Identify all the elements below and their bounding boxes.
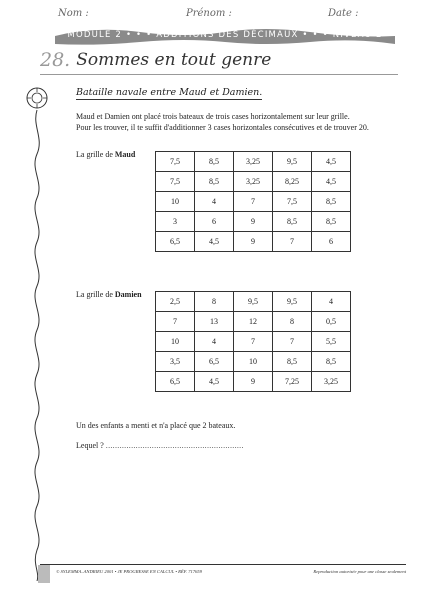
grid-cell: 9 (234, 212, 273, 232)
grid-cell: 0,5 (312, 312, 351, 332)
exercise-subtitle: Bataille navale entre Maud et Damien. (76, 87, 263, 98)
grid-cell: 3,25 (234, 152, 273, 172)
grid-cell: 3,25 (234, 172, 273, 192)
lesson-title-row (40, 48, 271, 72)
grid-row (156, 292, 351, 312)
maud-grid-label (76, 150, 135, 159)
grid-cell: 7,5 (156, 152, 195, 172)
decorative-wavy-border (22, 86, 52, 581)
grid-label-prefix: La grille de (76, 150, 113, 159)
nom-field: Nom : (58, 8, 89, 19)
grid-cell: 8,5 (273, 352, 312, 372)
damien-grid-label (76, 290, 142, 299)
grid-row (156, 192, 351, 212)
grid-cell: 9 (234, 232, 273, 252)
grid-cell: 6 (312, 232, 351, 252)
maud-grid (155, 151, 351, 252)
grid-row (156, 212, 351, 232)
grid-cell: 10 (234, 352, 273, 372)
grid-cell: 13 (195, 312, 234, 332)
grid-cell: 4,5 (312, 152, 351, 172)
grid-row (156, 352, 351, 372)
grid-cell: 9,5 (234, 292, 273, 312)
grid-row (156, 372, 351, 392)
grid-cell: 8,25 (273, 172, 312, 192)
grid-cell: 8,5 (273, 212, 312, 232)
grid-cell: 8,5 (195, 152, 234, 172)
grid-cell: 7 (273, 332, 312, 352)
exercise-instructions (76, 112, 406, 133)
footer-reproduction-note: Reproduction autorisée pour une classe seulement (313, 569, 406, 574)
grid-cell: 8 (273, 312, 312, 332)
grid-owner-name: Maud (114, 150, 136, 159)
grid-cell: 6 (195, 212, 234, 232)
prenom-field: Prénom : (186, 8, 232, 19)
ribbon-text: MODULE 2 • • • ADDITIONS DES DÉCIMAUX • • • NIVEAU 2 (67, 30, 383, 40)
grid-label-prefix: La grille de (76, 290, 113, 299)
damien-grid (155, 291, 351, 392)
grid-cell: 7 (234, 192, 273, 212)
grid-cell: 7 (156, 312, 195, 332)
instruction-line: Pour les trouver, il te suffit d'additionner 3 cases horizontales consécutives et de trouver 20. (76, 122, 369, 132)
grid-cell: 9 (234, 372, 273, 392)
grid-cell: 7,25 (273, 372, 312, 392)
answer-dots[interactable]: ............................................................ (105, 441, 244, 450)
grid-cell: 10 (156, 192, 195, 212)
grid-cell: 8,5 (195, 172, 234, 192)
title-divider (40, 74, 398, 75)
lesson-title: Sommes en tout genre (76, 50, 272, 70)
answer-line (76, 441, 316, 450)
footer-copyright: © SYLEMMA–ANDRIEU 2001 • JE PROGRESSE EN CALCUL • RÉF. 717659 (56, 569, 203, 574)
grid-cell: 4 (195, 192, 234, 212)
grid-row (156, 152, 351, 172)
grid-cell: 8 (195, 292, 234, 312)
answer-prompt: Lequel ? (76, 441, 104, 450)
grid-cell: 4 (195, 332, 234, 352)
grid-row (156, 312, 351, 332)
grid-cell: 7 (234, 332, 273, 352)
instruction-line: Maud et Damien ont placé trois bateaux de trois cases horizontalement sur leur grille. (76, 112, 350, 121)
grid-owner-name: Damien (114, 290, 142, 299)
grid-cell: 4,5 (312, 172, 351, 192)
question-text: Un des enfants a menti et n'a placé que 2 bateaux. (76, 421, 236, 430)
grid-cell: 7,5 (156, 172, 195, 192)
grid-cell: 4 (312, 292, 351, 312)
grid-cell: 4,5 (195, 372, 234, 392)
grid-cell: 2,5 (156, 292, 195, 312)
grid-row (156, 232, 351, 252)
grid-cell: 5,5 (312, 332, 351, 352)
grid-cell: 9,5 (273, 292, 312, 312)
grid-cell: 8,5 (312, 192, 351, 212)
grid-row (156, 172, 351, 192)
grid-cell: 6,5 (156, 372, 195, 392)
grid-cell: 6,5 (195, 352, 234, 372)
grid-cell: 3,25 (312, 372, 351, 392)
header-fields (0, 8, 424, 22)
grid-cell: 3,5 (156, 352, 195, 372)
grid-cell: 3 (156, 212, 195, 232)
grid-cell: 9,5 (273, 152, 312, 172)
grid-cell: 7 (273, 232, 312, 252)
grid-cell: 4,5 (195, 232, 234, 252)
grid-cell: 7,5 (273, 192, 312, 212)
grid-cell: 6,5 (156, 232, 195, 252)
lesson-number: 28. (40, 49, 71, 71)
grid-row (156, 332, 351, 352)
grid-cell: 8,5 (312, 212, 351, 232)
grid-cell: 8,5 (312, 352, 351, 372)
date-field: Date : (328, 8, 359, 19)
grid-cell: 10 (156, 332, 195, 352)
footer-divider (40, 564, 406, 565)
grid-cell: 12 (234, 312, 273, 332)
module-ribbon (55, 24, 395, 46)
footer-badge (38, 565, 50, 583)
